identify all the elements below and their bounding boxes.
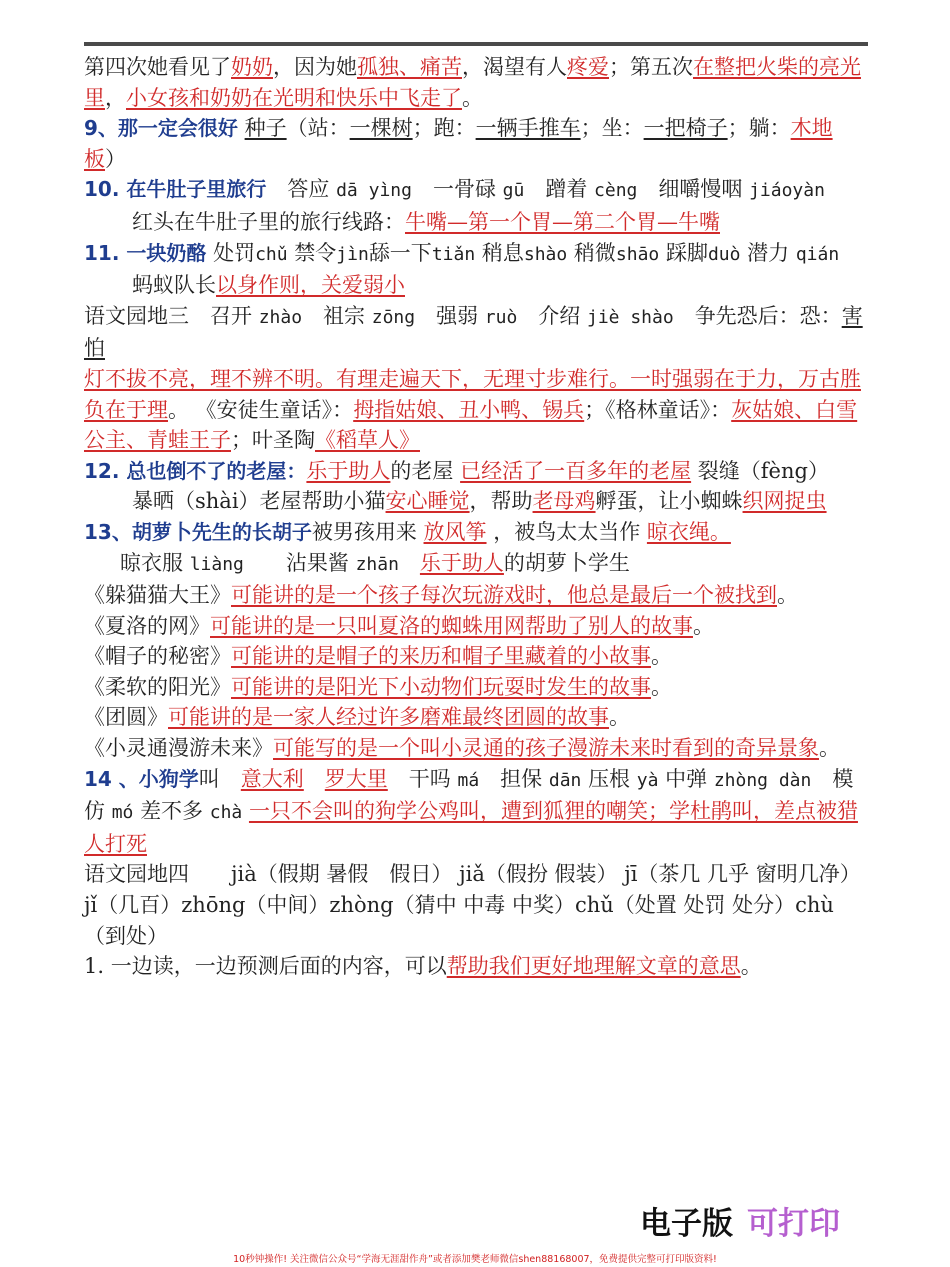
- section-12: 12. 总也倒不了的老屋：乐于助人的老屋 已经活了一百多年的老屋 裂缝（fèng）: [84, 458, 829, 483]
- section-11-ant: 蚂蚁队长以身作则，关爱弱小: [132, 273, 405, 298]
- story-item: [84, 611, 874, 642]
- section-10: 10. 在牛肚子里旅行 答应 dā yìng 一骨碌 gū 蹭着 cèng 细嚼慢咽 jiáoyàn: [84, 177, 825, 202]
- story-prediction: 可能讲的是阳光下小动物们玩耍时发生的故事: [231, 674, 651, 699]
- notes-content: [84, 52, 874, 982]
- section-9: 9、那一定会很好 种子（站：一棵树；跑：一辆手推车；坐：一把椅子；躺：木地板）: [84, 116, 833, 171]
- section-11: 11. 一块奶酪 处罚chǔ 禁令jìn舔一下tiǎn 稍息shào 稍微shāo 踩脚duò 潜力 qián: [84, 240, 840, 265]
- story-end: 。: [819, 736, 840, 761]
- story-item: [84, 580, 874, 611]
- story-end: 。: [609, 705, 630, 730]
- story-end: 。: [651, 674, 672, 699]
- section-heading: 13、胡萝卜先生的长胡子: [84, 519, 312, 544]
- story-prediction: 可能讲的是帽子的来历和帽子里藏着的小故事: [231, 644, 651, 669]
- section-heading: 10. 在牛肚子里旅行: [84, 177, 267, 202]
- section-13: 13、胡萝卜先生的长胡子被男孩用来 放风筝 ，被鸟太太当作 晾衣绳。: [84, 519, 731, 544]
- story-item: [84, 672, 874, 703]
- story-prediction: 可能讲的是一个孩子每次玩游戏时，他总是最后一个被找到: [231, 583, 777, 608]
- story-end: 。: [777, 583, 798, 608]
- story-prediction: 可能讲的是一家人经过许多磨难最终团圆的故事: [168, 705, 609, 730]
- story-item: [84, 702, 874, 733]
- footer-notice: 10秒钟操作! 关注微信公众号“学海无涯甜作舟”或者添加樊老师微信shen88168007，免费提供完整可打印版资料!: [233, 1254, 717, 1265]
- story-title: 《小灵通漫游未来》: [84, 736, 273, 761]
- section-13-words: 晾衣服 liàng 沾果酱 zhān 乐于助人的胡萝卜学生: [120, 550, 630, 575]
- garden-3: 语文园地三 召开 zhào 祖宗 zōng 强弱 ruò 介绍 jiè shào 争先恐后：恐：害怕: [84, 303, 863, 361]
- section-12-detail: 暴晒（shài）老屋帮助小猫安心睡觉，帮助老母鸡孵蛋，让小蜘蛛织网捉虫: [132, 489, 827, 514]
- section-heading: 12. 总也倒不了的老屋：: [84, 458, 307, 483]
- electronic-printable-stamp: 电子版 可打印: [640, 1206, 840, 1242]
- story-item: [84, 641, 874, 672]
- stories-list: [84, 580, 874, 764]
- section-heading: 11. 一块奶酪: [84, 240, 207, 265]
- section-heading: 9、那一定会很好: [84, 116, 238, 141]
- garden-4-line-2: jǐ（几百）zhōng（中间）zhòng（猜中 中毒 中奖）chǔ（处置 处罚 处分）chù（到处）: [84, 893, 834, 948]
- section-14: 14 、小狗学叫 意大利 罗大里 干吗 má 担保 dān 压根 yà 中弹 zhòng dàn 模仿 mó 差不多 chà 一只不会叫的狗学公鸡叫，遭到狐狸的嘲笑；学杜鹃叫，差点被猎人打死: [84, 766, 858, 856]
- story-title: 《团圆》: [84, 705, 168, 730]
- story-title: 《躲猫猫大王》: [84, 583, 231, 608]
- story-prediction: 可能讲的是一只叫夏洛的蜘蛛用网帮助了别人的故事: [210, 613, 693, 638]
- story-end: 。: [651, 644, 672, 669]
- garden-4-q1: 1. 一边读，一边预测后面的内容，可以帮助我们更好地理解文章的意思。: [84, 954, 762, 979]
- line-fire-match: 第四次她看见了奶奶，因为她孤独、痛苦，渴望有人疼爱；第五次在整把火柴的亮光里，小女孩和奶奶在光明和快乐中飞走了。: [84, 55, 861, 110]
- story-title: 《帽子的秘密》: [84, 644, 231, 669]
- section-10-route: 红头在牛肚子里的旅行线路：牛嘴—第一个胃—第二个胃—牛嘴: [132, 209, 720, 234]
- garden-4-line-1: 语文园地四 jià（假期 暑假 假日） jiǎ（假扮 假装） jī（茶几 几乎 窗明几净）: [84, 862, 861, 887]
- story-prediction: 可能写的是一个叫小灵通的孩子漫游未来时看到的奇异景象: [273, 736, 819, 761]
- story-title: 《柔软的阳光》: [84, 674, 231, 699]
- top-divider: [84, 42, 868, 46]
- section-heading: 14 、小狗学: [84, 766, 199, 791]
- story-item: [84, 733, 874, 764]
- garden-3-proverb: 灯不拔不亮，理不辨不明。有理走遍天下，无理寸步难行。一时强弱在于力，万古胜负在于理。 《安徒生童话》：拇指姑娘、丑小鸭、锡兵；《格林童话》：灰姑娘、白雪公主、青蛙王子；叶圣陶《稻草人》: [84, 366, 861, 453]
- story-end: 。: [693, 613, 714, 638]
- story-title: 《夏洛的网》: [84, 613, 210, 638]
